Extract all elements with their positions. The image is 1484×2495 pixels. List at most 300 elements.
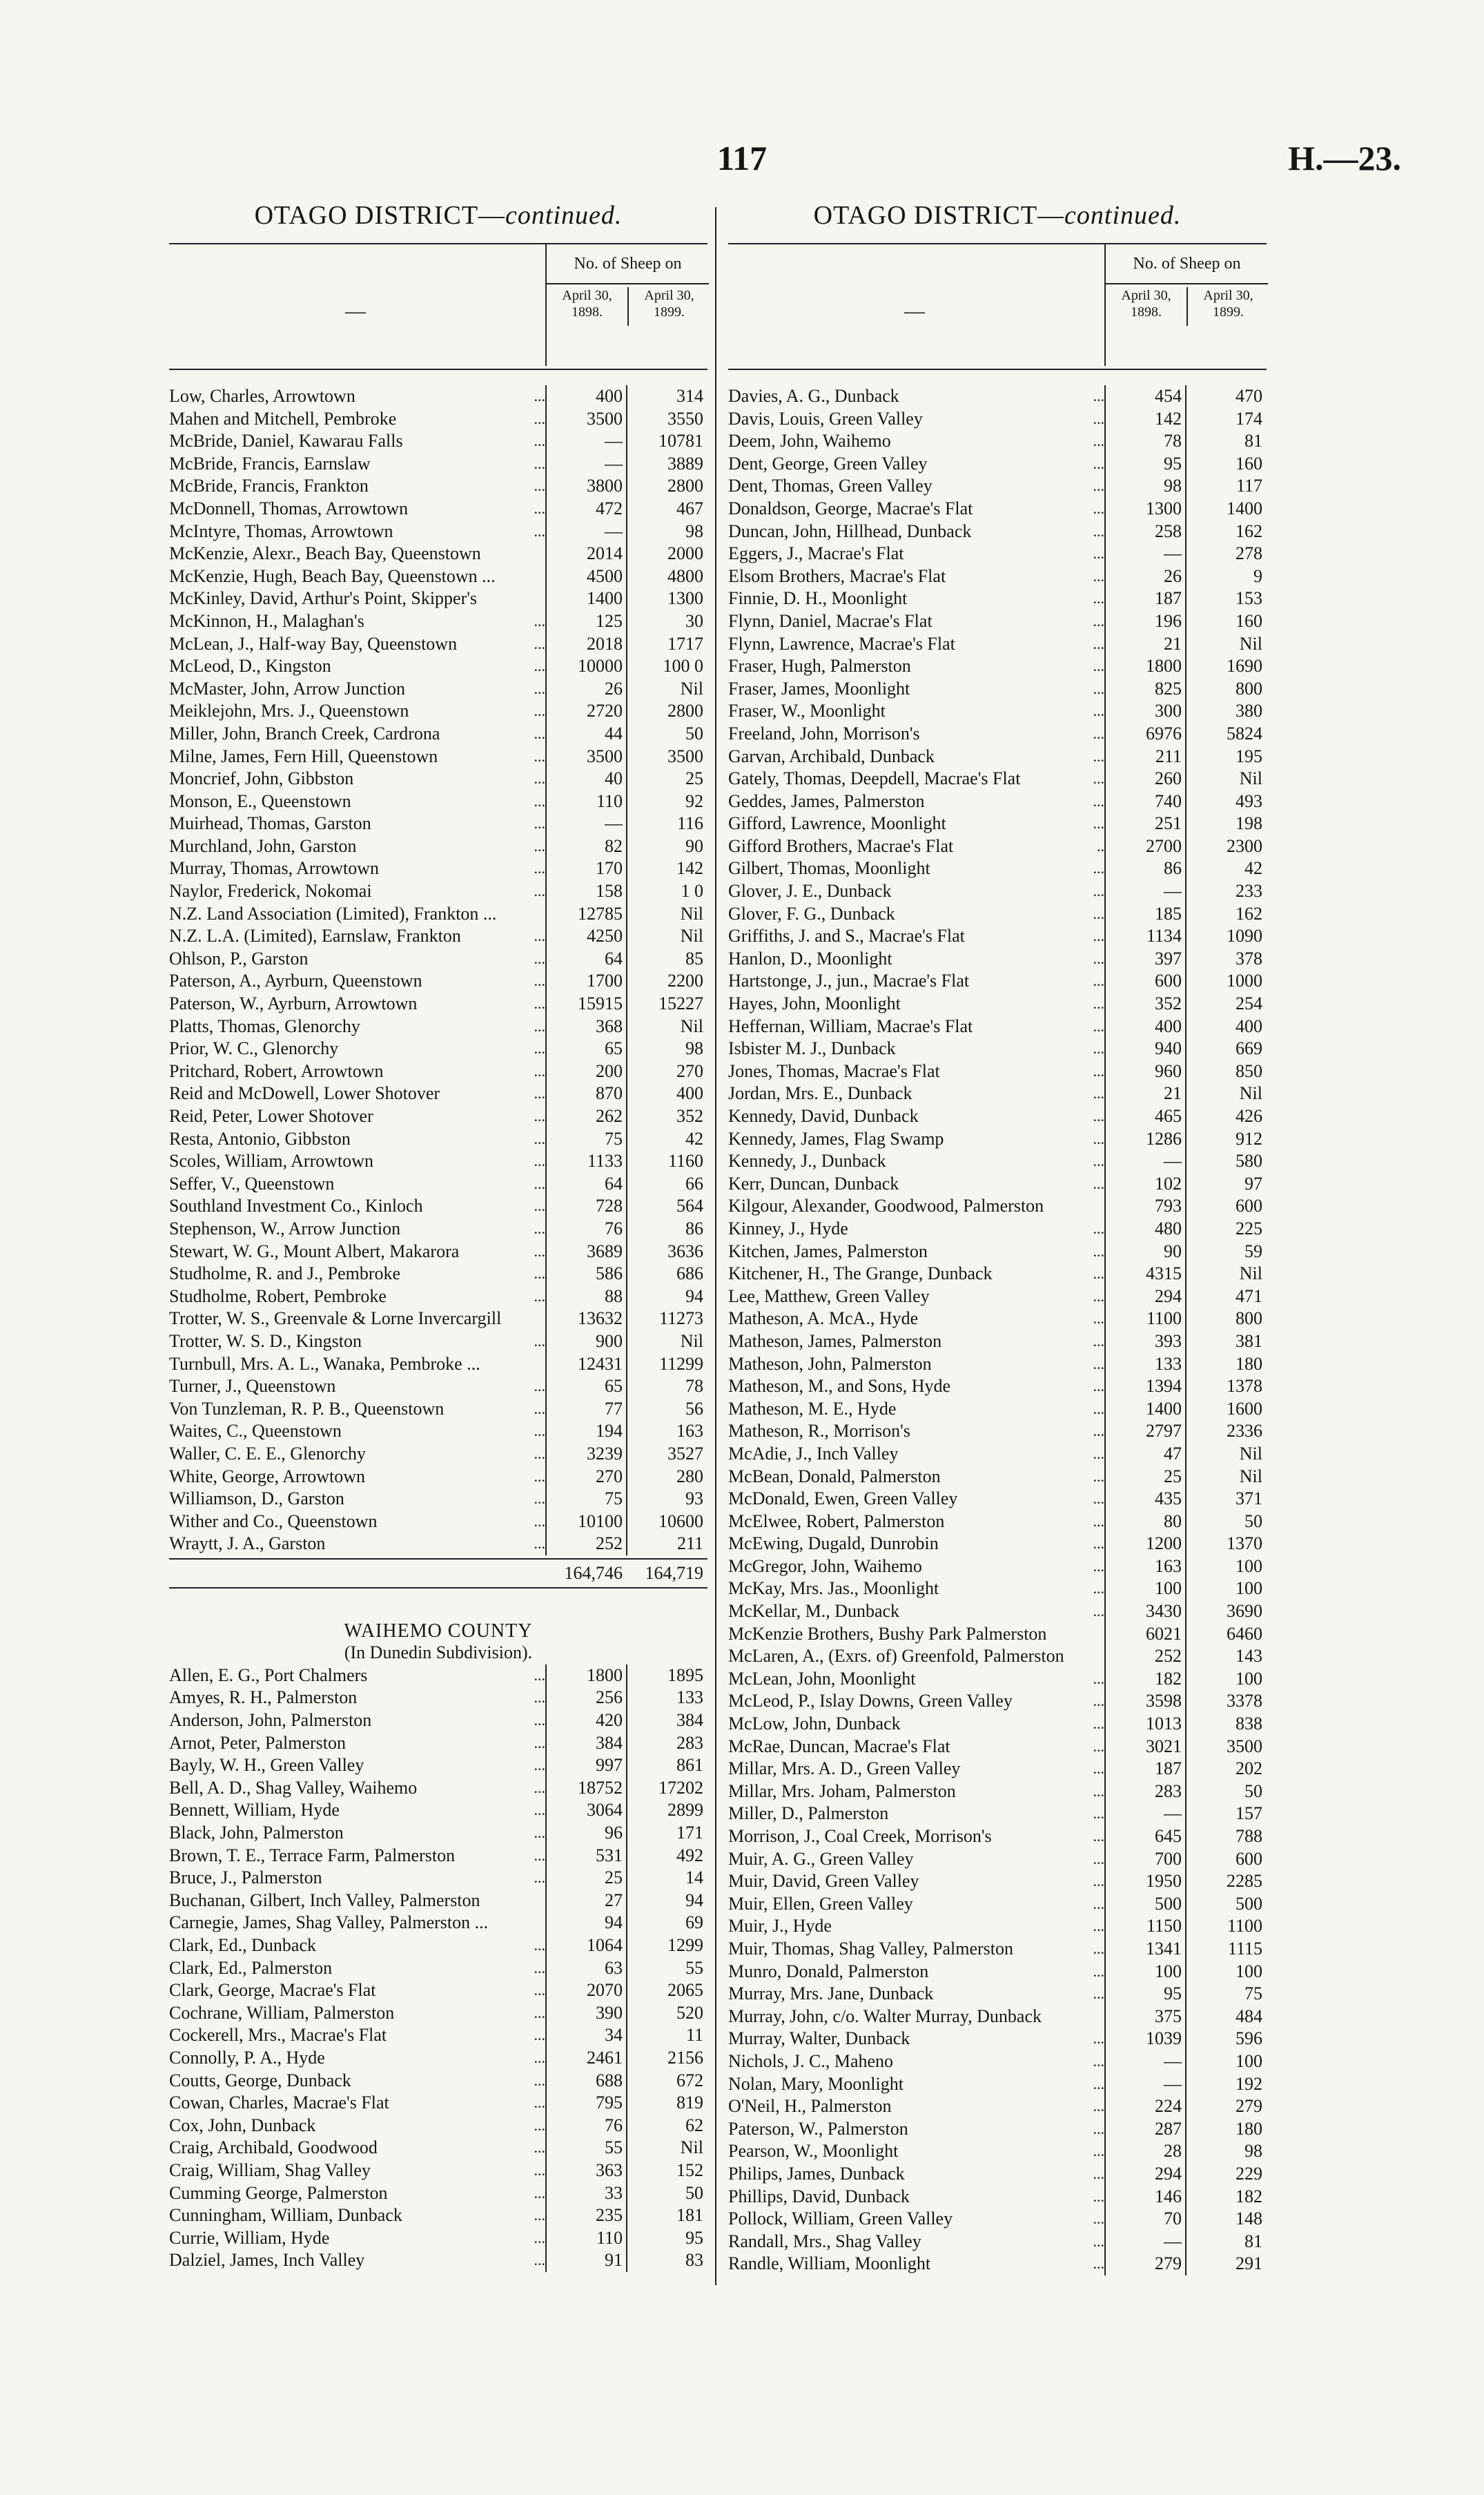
- sheep-count-1899: 2336: [1227, 1421, 1262, 1441]
- sheep-count-1899: 3378: [1227, 1691, 1262, 1711]
- sheep-count-1898: 2461: [587, 2047, 623, 2068]
- sheep-count-1898: 95: [1164, 453, 1182, 474]
- owner-name: Bell, A. D., Shag Valley, Waihemo: [169, 1777, 418, 1798]
- owner-name: Matheson, R., Morrison's: [728, 1421, 910, 1441]
- sheep-count-1899: 291: [1236, 2253, 1262, 2274]
- sheep-count-1899: 2065: [667, 1980, 703, 2001]
- leader-dots: ...: [1093, 1174, 1104, 1192]
- owner-name: McKenzie, Alexr., Beach Bay, Queenstown: [169, 543, 481, 564]
- leader-dots: ...: [534, 1711, 545, 1729]
- sheep-count-1898: 170: [596, 858, 623, 879]
- owner-name: Garvan, Archibald, Dunback: [728, 746, 935, 766]
- sheep-count-1898: 390: [596, 2002, 623, 2023]
- sheep-count-1899: 195: [1236, 746, 1262, 766]
- page-number: 117: [716, 139, 768, 177]
- owner-name: Seffer, V., Queenstown: [169, 1173, 335, 1194]
- sheep-count-1899: 98: [685, 1038, 703, 1059]
- owner-name: Cockerell, Mrs., Macrae's Flat: [169, 2025, 387, 2046]
- sheep-count-1899: 162: [1236, 903, 1262, 924]
- owner-name: McMaster, John, Arrow Junction: [169, 678, 405, 699]
- sheep-count-1899: 100 0: [663, 656, 703, 677]
- owner-name: Kilgour, Alexander, Goodwood, Palmerston: [728, 1196, 1044, 1216]
- leader-dots: ...: [1093, 995, 1104, 1013]
- leader-dots: ...: [534, 1824, 545, 1842]
- sheep-count-1898: 211: [1155, 746, 1182, 766]
- leader-dots: ...: [534, 1756, 545, 1774]
- leader-dots: ...: [534, 1197, 545, 1215]
- sheep-count-1899: 2200: [667, 971, 703, 991]
- sheep-count-1898: —: [1164, 881, 1182, 902]
- sheep-count-1898: 224: [1155, 2096, 1182, 2117]
- sheep-count-1898: 480: [1155, 1218, 1182, 1239]
- sheep-count-1899: 100: [1236, 1578, 1262, 1599]
- owner-name: McIntyre, Thomas, Arrowtown: [169, 521, 393, 541]
- sheep-count-1898: 363: [596, 2159, 623, 2180]
- sheep-count-1899: 3500: [667, 746, 703, 766]
- sheep-count-1899: 98: [685, 521, 703, 541]
- sheep-count-1898: 1100: [1146, 1308, 1182, 1329]
- left-table-body: [169, 385, 707, 1555]
- owner-name: McBride, Francis, Earnslaw: [169, 453, 371, 474]
- leader-dots: ...: [534, 724, 545, 742]
- sheep-count-1898: 465: [1155, 1106, 1182, 1126]
- sheep-count-1899: 1000: [1227, 971, 1262, 991]
- sheep-count-1899: 98: [1244, 2141, 1262, 2162]
- sheep-count-1899: 100: [1236, 1668, 1262, 1689]
- owner-name: Stephenson, W., Arrow Junction: [169, 1218, 401, 1239]
- name-column-header: —: [345, 300, 366, 322]
- sheep-count-1898: 21: [1164, 1083, 1182, 1104]
- leader-dots: ...: [1093, 972, 1104, 990]
- leader-dots: ...: [1093, 1310, 1104, 1328]
- sheep-count-1899: 116: [676, 813, 703, 834]
- sheep-count-1899: 600: [1236, 1196, 1262, 1216]
- sheep-count-1898: 70: [1164, 2208, 1182, 2229]
- sheep-count-1899: 467: [676, 498, 703, 518]
- owner-name: McKenzie, Hugh, Beach Bay, Queenstown ...: [169, 565, 496, 586]
- owner-name: Murray, Walter, Dunback: [728, 2028, 910, 2049]
- sheep-count-1898: 82: [605, 835, 623, 856]
- leader-dots: ...: [1093, 1512, 1104, 1530]
- owner-name: Carnegie, James, Shag Valley, Palmerston ...: [169, 1912, 489, 1933]
- owner-name: Reid and McDowell, Lower Shotover: [169, 1083, 440, 1104]
- owner-name: N.Z. L.A. (Limited), Earnslaw, Frankton: [169, 926, 461, 946]
- sheep-count-1899: 30: [685, 610, 703, 631]
- sheep-count-1899: 2899: [667, 1800, 703, 1821]
- owner-name: McRae, Duncan, Macrae's Flat: [728, 1736, 950, 1756]
- owner-name: Craig, William, Shag Valley: [169, 2159, 371, 2180]
- sheep-count-1899: 1115: [1227, 1938, 1262, 1959]
- column-rule: [1185, 385, 1187, 2275]
- column-header-1898: April 30, 1898.: [562, 288, 612, 320]
- owner-name: Griffiths, J. and S., Macrae's Flat: [728, 926, 965, 946]
- sheep-count-1899: 470: [1236, 386, 1262, 406]
- sheep-count-1898: 75: [605, 1488, 623, 1509]
- sheep-count-1898: 94: [605, 1912, 623, 1933]
- leader-dots: ...: [1093, 499, 1104, 517]
- sheep-count-1899: 11: [685, 2025, 703, 2046]
- sheep-count-1898: 1200: [1146, 1533, 1182, 1554]
- sheep-count-1898: 435: [1155, 1488, 1182, 1509]
- sheep-count-1899: 133: [676, 1687, 703, 1708]
- sheep-count-1899: 50: [685, 2182, 703, 2203]
- sheep-count-1899: 153: [1236, 588, 1262, 609]
- leader-dots: ...: [1093, 904, 1104, 922]
- owner-name: Fraser, Hugh, Palmerston: [728, 656, 911, 677]
- leader-dots: ...: [1093, 545, 1104, 563]
- sheep-count-1898: 96: [605, 1823, 623, 1843]
- left-table-header: [169, 243, 707, 370]
- owner-name: Matheson, M., and Sons, Hyde: [728, 1376, 951, 1397]
- leader-dots: ...: [1093, 1085, 1104, 1103]
- sheep-count-1899: 100: [1236, 1555, 1262, 1576]
- sheep-count-1899: 50: [685, 723, 703, 744]
- leader-dots: ...: [534, 387, 545, 405]
- leader-dots: ...: [1093, 1017, 1104, 1035]
- leader-dots: ...: [534, 454, 545, 472]
- sheep-count-1898: 294: [1155, 1285, 1182, 1306]
- owner-name: McBean, Donald, Palmerston: [728, 1466, 941, 1486]
- sheep-count-1898: 3598: [1146, 1691, 1182, 1711]
- sheep-count-1898: 1286: [1146, 1128, 1182, 1149]
- leader-dots: ...: [534, 702, 545, 720]
- sheep-count-1898: 1700: [587, 971, 623, 991]
- sheep-count-1898: 793: [1155, 1196, 1182, 1216]
- sheep-count-1899: Nil: [1239, 633, 1262, 654]
- owner-name: Von Tunzleman, R. P. B., Queenstown: [169, 1398, 445, 1419]
- owner-name: Murray, John, c/o. Walter Murray, Dunback: [728, 2006, 1042, 2026]
- sheep-count-1898: 1394: [1146, 1376, 1182, 1397]
- sheep-count-1899: 500: [1236, 1893, 1262, 1914]
- sheep-count-1899: 66: [685, 1173, 703, 1194]
- owner-name: Cochrane, William, Palmerston: [169, 2002, 395, 2023]
- leader-dots: ...: [534, 1040, 545, 1058]
- leader-dots: ...: [534, 2003, 545, 2021]
- owner-name: Miller, D., Palmerston: [728, 1803, 889, 1824]
- owner-name: Studholme, R. and J., Pembroke: [169, 1263, 401, 1284]
- sheep-count-1899: Nil: [680, 903, 703, 924]
- leader-dots: ...: [1093, 1715, 1104, 1733]
- sheep-count-1899: 1895: [667, 1664, 703, 1685]
- leader-dots: ...: [534, 995, 545, 1013]
- sheep-count-1898: 3689: [587, 1241, 623, 1261]
- owner-name: McLeod, P., Islay Downs, Green Valley: [728, 1691, 1013, 1711]
- leader-dots: ...: [534, 927, 545, 945]
- owner-name: Turnbull, Mrs. A. L., Wanaka, Pembroke ...: [169, 1353, 480, 1374]
- sheep-count-1899: 202: [1236, 1758, 1262, 1779]
- sheep-count-1898: 352: [1155, 993, 1182, 1014]
- owner-name: Craig, Archibald, Goodwood: [169, 2137, 378, 2158]
- owner-name: Waller, C. E. E., Glenorchy: [169, 1443, 366, 1464]
- sheep-count-1899: 50: [1244, 1511, 1262, 1531]
- owner-name: Freeland, John, Morrison's: [728, 723, 920, 744]
- sheep-count-1898: 158: [596, 881, 623, 902]
- sheep-count-1899: 686: [676, 1263, 703, 1284]
- sheep-count-1898: 1341: [1146, 1938, 1182, 1959]
- owner-name: Miller, John, Branch Creek, Cardrona: [169, 723, 440, 744]
- sheep-count-1898: 300: [1155, 701, 1182, 721]
- sheep-count-1899: 3636: [667, 1241, 703, 1261]
- sheep-count-1899: 2300: [1227, 835, 1262, 856]
- sheep-count-1898: 1150: [1146, 1916, 1182, 1936]
- sheep-count-1899: 3550: [667, 408, 703, 429]
- leader-dots: ...: [1093, 1850, 1104, 1867]
- sheep-count-1898: 12785: [578, 903, 623, 924]
- leader-dots: ...: [534, 432, 545, 450]
- sheep-count-1898: 400: [596, 386, 623, 406]
- sheep-count-1899: Nil: [1239, 1263, 1262, 1284]
- leader-dots: ...: [534, 882, 545, 900]
- sheep-count-1899: 56: [685, 1398, 703, 1419]
- sheep-count-1898: 163: [1155, 1555, 1182, 1576]
- owner-name: Platts, Thomas, Glenorchy: [169, 1016, 360, 1036]
- leader-dots: ...: [1093, 1737, 1104, 1755]
- sheep-count-1899: 143: [1236, 1646, 1262, 1667]
- sheep-count-1898: 2070: [587, 1980, 623, 2001]
- sheep-count-1899: 1300: [667, 588, 703, 609]
- sheep-count-1899: 97: [1244, 1173, 1262, 1194]
- sheep-count-1898: 100: [1155, 1578, 1182, 1599]
- sheep-count-1898: 279: [1155, 2253, 1182, 2274]
- owner-name: McBride, Daniel, Kawarau Falls: [169, 431, 403, 452]
- sheep-count-1899: 69: [685, 1912, 703, 1933]
- leader-dots: ...: [534, 1936, 545, 1954]
- owner-name: Reid, Peter, Lower Shotover: [169, 1106, 373, 1126]
- leader-dots: ...: [1093, 1939, 1104, 1957]
- sheep-count-1899: 278: [1236, 543, 1262, 564]
- sheep-count-1898: 700: [1155, 1848, 1182, 1869]
- sheep-count-1898: 500: [1155, 1893, 1182, 1914]
- owner-name: Nolan, Mary, Moonlight: [728, 2073, 904, 2094]
- leader-dots: ...: [1093, 2052, 1104, 2070]
- leader-dots: ...: [1093, 1444, 1104, 1462]
- sheep-count-1899: 11273: [658, 1308, 703, 1329]
- sheep-count-1899: Nil: [1239, 1466, 1262, 1486]
- sheep-count-1898: 34: [605, 2025, 623, 2046]
- leader-dots: ...: [534, 2048, 545, 2066]
- owner-name: Dalziel, James, Inch Valley: [169, 2250, 365, 2271]
- leader-dots: ...: [534, 1129, 545, 1147]
- sheep-count-1899: 174: [1236, 408, 1262, 429]
- sheep-count-1899: 211: [676, 1533, 703, 1554]
- leader-dots: ...: [1093, 1894, 1104, 1912]
- sheep-count-1898: 2018: [587, 633, 623, 654]
- leader-dots: ...: [534, 1467, 545, 1485]
- sheep-count-1898: 900: [596, 1330, 623, 1351]
- waihemo-table-body: [169, 1664, 707, 2272]
- leader-dots: ...: [1093, 747, 1104, 765]
- sheep-count-1899: 352: [676, 1106, 703, 1126]
- leader-dots: ...: [1093, 1332, 1104, 1350]
- leader-dots: ...: [1093, 1107, 1104, 1125]
- owner-name: Pearson, W., Moonlight: [728, 2141, 899, 2162]
- sheep-count-1899: 6460: [1227, 1623, 1262, 1644]
- owner-name: Bayly, W. H., Green Valley: [169, 1755, 364, 1776]
- owner-name: Cowan, Charles, Macrae's Flat: [169, 2093, 389, 2113]
- leader-dots: ...: [534, 634, 545, 652]
- sheep-count-1898: 3800: [587, 476, 623, 496]
- sheep-count-1899: 5824: [1227, 723, 1262, 744]
- sheep-count-1899: 800: [1236, 1308, 1262, 1329]
- owner-name: Arnot, Peter, Palmerston: [169, 1732, 346, 1753]
- sheep-count-1898: 2797: [1146, 1421, 1182, 1441]
- sheep-count-1898: 4500: [587, 565, 623, 586]
- leader-dots: ...: [534, 1017, 545, 1035]
- sheep-count-1899: 157: [1236, 1803, 1262, 1824]
- owner-name: Clark, George, Macrae's Flat: [169, 1980, 376, 2001]
- name-column-header: —: [904, 300, 925, 322]
- owner-name: Bruce, J., Palmerston: [169, 1867, 322, 1888]
- leader-dots: ...: [1093, 1692, 1104, 1710]
- right-column-title: OTAGO DISTRICT—continued.: [813, 201, 1182, 230]
- sheep-count-1899: 42: [685, 1128, 703, 1149]
- owner-name: McAdie, J., Inch Valley: [728, 1443, 899, 1464]
- leader-dots: ...: [534, 1287, 545, 1305]
- sheep-count-1899: 564: [676, 1196, 703, 1216]
- leader-dots: ...: [1093, 1782, 1104, 1800]
- owner-name: Milne, James, Fern Hill, Queenstown: [169, 746, 438, 766]
- sheep-count-1899: 371: [1236, 1488, 1262, 1509]
- leader-dots: ...: [534, 1422, 545, 1440]
- sheep-count-1899: 1690: [1227, 656, 1262, 677]
- sheep-count-1899: 198: [1236, 813, 1262, 834]
- owner-name: Millar, Mrs. Joham, Palmerston: [728, 1780, 956, 1801]
- sheep-count-1898: 3064: [587, 1800, 623, 1821]
- leader-dots: ...: [534, 1869, 545, 1887]
- leader-dots: ...: [1093, 454, 1104, 472]
- sheep-count-1899: 378: [1236, 948, 1262, 969]
- owner-name: Matheson, A. McA., Hyde: [728, 1308, 919, 1329]
- sheep-count-1898: 1950: [1146, 1871, 1182, 1892]
- owner-name: Geddes, James, Palmerston: [728, 790, 925, 811]
- sheep-count-1899: 9: [1253, 565, 1262, 586]
- sheep-count-1898: 531: [596, 1845, 623, 1865]
- sheep-count-1899: 283: [676, 1732, 703, 1753]
- leader-dots: ...: [534, 409, 545, 427]
- leader-dots: ...: [1093, 477, 1104, 495]
- sheep-count-1898: 133: [1155, 1353, 1182, 1374]
- leader-dots: ...: [1093, 1467, 1104, 1485]
- right-table-header: [728, 243, 1267, 370]
- leader-dots: ...: [534, 1535, 545, 1553]
- owner-name: Buchanan, Gilbert, Inch Valley, Palmerston: [169, 1890, 480, 1910]
- sheep-count-1899: Nil: [1239, 1083, 1262, 1104]
- sheep-count-1899: 182: [1236, 2186, 1262, 2206]
- sheep-count-1899: 788: [1236, 1826, 1262, 1846]
- owner-name: Hanlon, D., Moonlight: [728, 948, 892, 969]
- owner-name: Murchland, John, Garston: [169, 835, 357, 856]
- leader-dots: ...: [534, 657, 545, 675]
- sheep-count-1899: 90: [685, 835, 703, 856]
- sheep-count-1899: 163: [676, 1421, 703, 1441]
- owner-name: Allen, E. G., Port Chalmers: [169, 1664, 368, 1685]
- owner-name: Mahen and Mitchell, Pembroke: [169, 408, 397, 429]
- leader-dots: ...: [1093, 590, 1104, 608]
- sheep-count-1898: 90: [1164, 1241, 1182, 1261]
- sheep-count-1898: 1064: [587, 1935, 623, 1955]
- sheep-count-1899: Nil: [680, 1330, 703, 1351]
- sheep-count-1898: 3430: [1146, 1601, 1182, 1622]
- leader-dots: ...: [1093, 1287, 1104, 1305]
- sheep-count-1898: 44: [605, 723, 623, 744]
- sheep-count-1898: 1300: [1146, 498, 1182, 518]
- leader-dots: ...: [1093, 522, 1104, 540]
- sheep-count-1899: 3889: [667, 453, 703, 474]
- sheep-count-1899: 1100: [1227, 1916, 1262, 1936]
- sheep-count-1899: 280: [676, 1466, 703, 1486]
- leader-dots: ...: [534, 1219, 545, 1237]
- sheep-count-1898: 586: [596, 1263, 623, 1284]
- sheep-count-1898: 1400: [1146, 1398, 1182, 1419]
- leader-dots: ...: [534, 1490, 545, 1508]
- sheep-count-1899: 1090: [1227, 926, 1262, 946]
- sheep-count-1898: 80: [1164, 1511, 1182, 1531]
- leader-dots: ...: [534, 1444, 545, 1462]
- sheep-count-1898: 645: [1155, 1826, 1182, 1846]
- owner-name: Muir, Ellen, Green Valley: [728, 1893, 913, 1914]
- leader-dots: ...: [534, 1846, 545, 1864]
- leader-dots: ...: [1093, 1355, 1104, 1372]
- leader-dots: ...: [534, 679, 545, 697]
- sheep-count-1899: 10781: [658, 431, 703, 452]
- owner-name: Deem, John, Waihemo: [728, 431, 891, 452]
- owner-name: Pollock, William, Green Valley: [728, 2208, 953, 2229]
- leader-dots: ..: [1097, 837, 1104, 855]
- sheep-count-1898: 86: [1164, 858, 1182, 879]
- sheep-count-1899: 838: [1236, 1714, 1262, 1734]
- leader-dots: ...: [1093, 2142, 1104, 2160]
- sheep-count-1898: 1133: [587, 1151, 623, 1172]
- leader-dots: ...: [1093, 2187, 1104, 2205]
- owner-name: Prior, W. C., Glenorchy: [169, 1038, 339, 1059]
- owner-name: Davis, Louis, Green Valley: [728, 408, 923, 429]
- leader-dots: ...: [1093, 1129, 1104, 1147]
- owner-name: Donaldson, George, Macrae's Flat: [728, 498, 973, 518]
- sheep-count-1899: 86: [685, 1218, 703, 1239]
- sheep-count-1899: 2285: [1227, 1871, 1262, 1892]
- owner-name: Connolly, P. A., Hyde: [169, 2047, 325, 2068]
- sheep-count-1898: 400: [1155, 1016, 1182, 1036]
- sheep-count-1899: 93: [685, 1488, 703, 1509]
- owner-name: Trotter, W. S. D., Kingston: [169, 1330, 362, 1351]
- owner-name: Waites, C., Queenstown: [169, 1421, 342, 1441]
- sheep-count-1899: 233: [1236, 881, 1262, 902]
- owner-name: Nichols, J. C., Maheno: [728, 2050, 894, 2071]
- owner-name: Elsom Brothers, Macrae's Flat: [728, 565, 946, 586]
- owner-name: McDonald, Ewen, Green Valley: [728, 1488, 958, 1509]
- sheep-count-1898: 2720: [587, 701, 623, 721]
- leader-dots: ...: [534, 2139, 545, 2157]
- leader-dots: ...: [1093, 1669, 1104, 1687]
- leader-dots: ...: [1093, 1557, 1104, 1575]
- sheep-count-1898: 960: [1155, 1060, 1182, 1081]
- owner-name: O'Neil, H., Palmerston: [728, 2096, 892, 2117]
- sheep-count-1898: 12431: [578, 1353, 623, 1374]
- sheep-count-1899: 180: [1236, 2118, 1262, 2139]
- owner-name: Paterson, W., Ayrburn, Arrowtown: [169, 993, 418, 1014]
- owner-name: Muirhead, Thomas, Garston: [169, 813, 371, 834]
- owner-name: Gifford, Lawrence, Moonlight: [728, 813, 946, 834]
- leader-dots: ...: [534, 972, 545, 990]
- leader-dots: ...: [534, 1085, 545, 1103]
- sheep-count-1898: 55: [605, 2137, 623, 2158]
- owner-name: White, George, Arrowtown: [169, 1466, 366, 1486]
- leader-dots: ...: [534, 837, 545, 855]
- leader-dots: ...: [1093, 634, 1104, 652]
- leader-dots: ...: [1093, 2030, 1104, 2048]
- sheep-count-1899: 492: [676, 1845, 703, 1865]
- sheep-count-1898: 100: [1155, 1961, 1182, 1981]
